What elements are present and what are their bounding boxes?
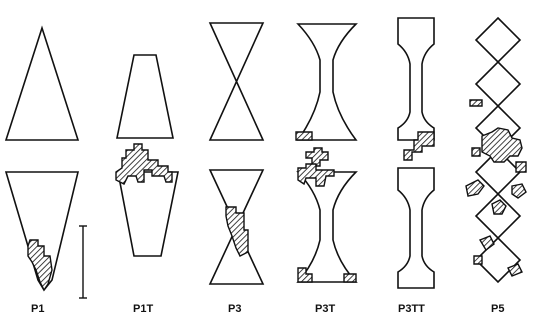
p5-damage-mid-left <box>466 180 484 196</box>
specimen-p3t <box>296 24 356 282</box>
p5-damage-right-edge <box>516 162 526 172</box>
p5-damage-left-edge <box>472 148 480 156</box>
p1-damage-region <box>28 240 52 290</box>
label-p1: P1 <box>31 303 45 315</box>
label-p5: P5 <box>491 303 505 315</box>
specimen-p3tt <box>398 18 434 288</box>
p5-damage-lower-center <box>492 200 506 214</box>
label-p3tt: P3TT <box>398 303 425 315</box>
p3-damage-region <box>226 207 248 256</box>
p3t-damage-shoulder <box>298 164 334 186</box>
p5-damage-bottom-left <box>474 256 482 264</box>
specimen-p5 <box>466 18 526 282</box>
p1t-damage-region <box>116 144 172 184</box>
p3t-lower-shape <box>298 172 356 282</box>
specimen-p1t <box>116 55 178 256</box>
p3tt-upper-shape <box>398 18 434 140</box>
specimen-p1 <box>6 28 78 290</box>
label-p1t: P1T <box>133 303 154 315</box>
scale-bar <box>79 226 87 298</box>
p5-damage-bottom-right <box>508 264 522 276</box>
p5-damage-top-left <box>470 100 482 106</box>
p1t-lower-trapezoid <box>118 172 178 256</box>
p5-damage-mid-right <box>512 184 526 198</box>
p3tt-damage-region <box>404 132 434 160</box>
p3t-damage-lower-left <box>298 268 312 282</box>
p3t-upper-shape <box>298 24 356 140</box>
p5-damage-lower-left <box>480 236 494 250</box>
p3t-damage-lower-right <box>344 274 356 282</box>
p1-upper-triangle <box>6 28 78 140</box>
label-p3: P3 <box>228 303 242 315</box>
label-p3t: P3T <box>315 303 336 315</box>
p1t-upper-trapezoid <box>117 55 173 138</box>
p3t-damage-upper-corner <box>296 132 312 140</box>
p3-upper-bowtie <box>210 23 263 140</box>
specimen-p3 <box>210 23 263 284</box>
p3tt-lower-shape <box>398 168 434 288</box>
